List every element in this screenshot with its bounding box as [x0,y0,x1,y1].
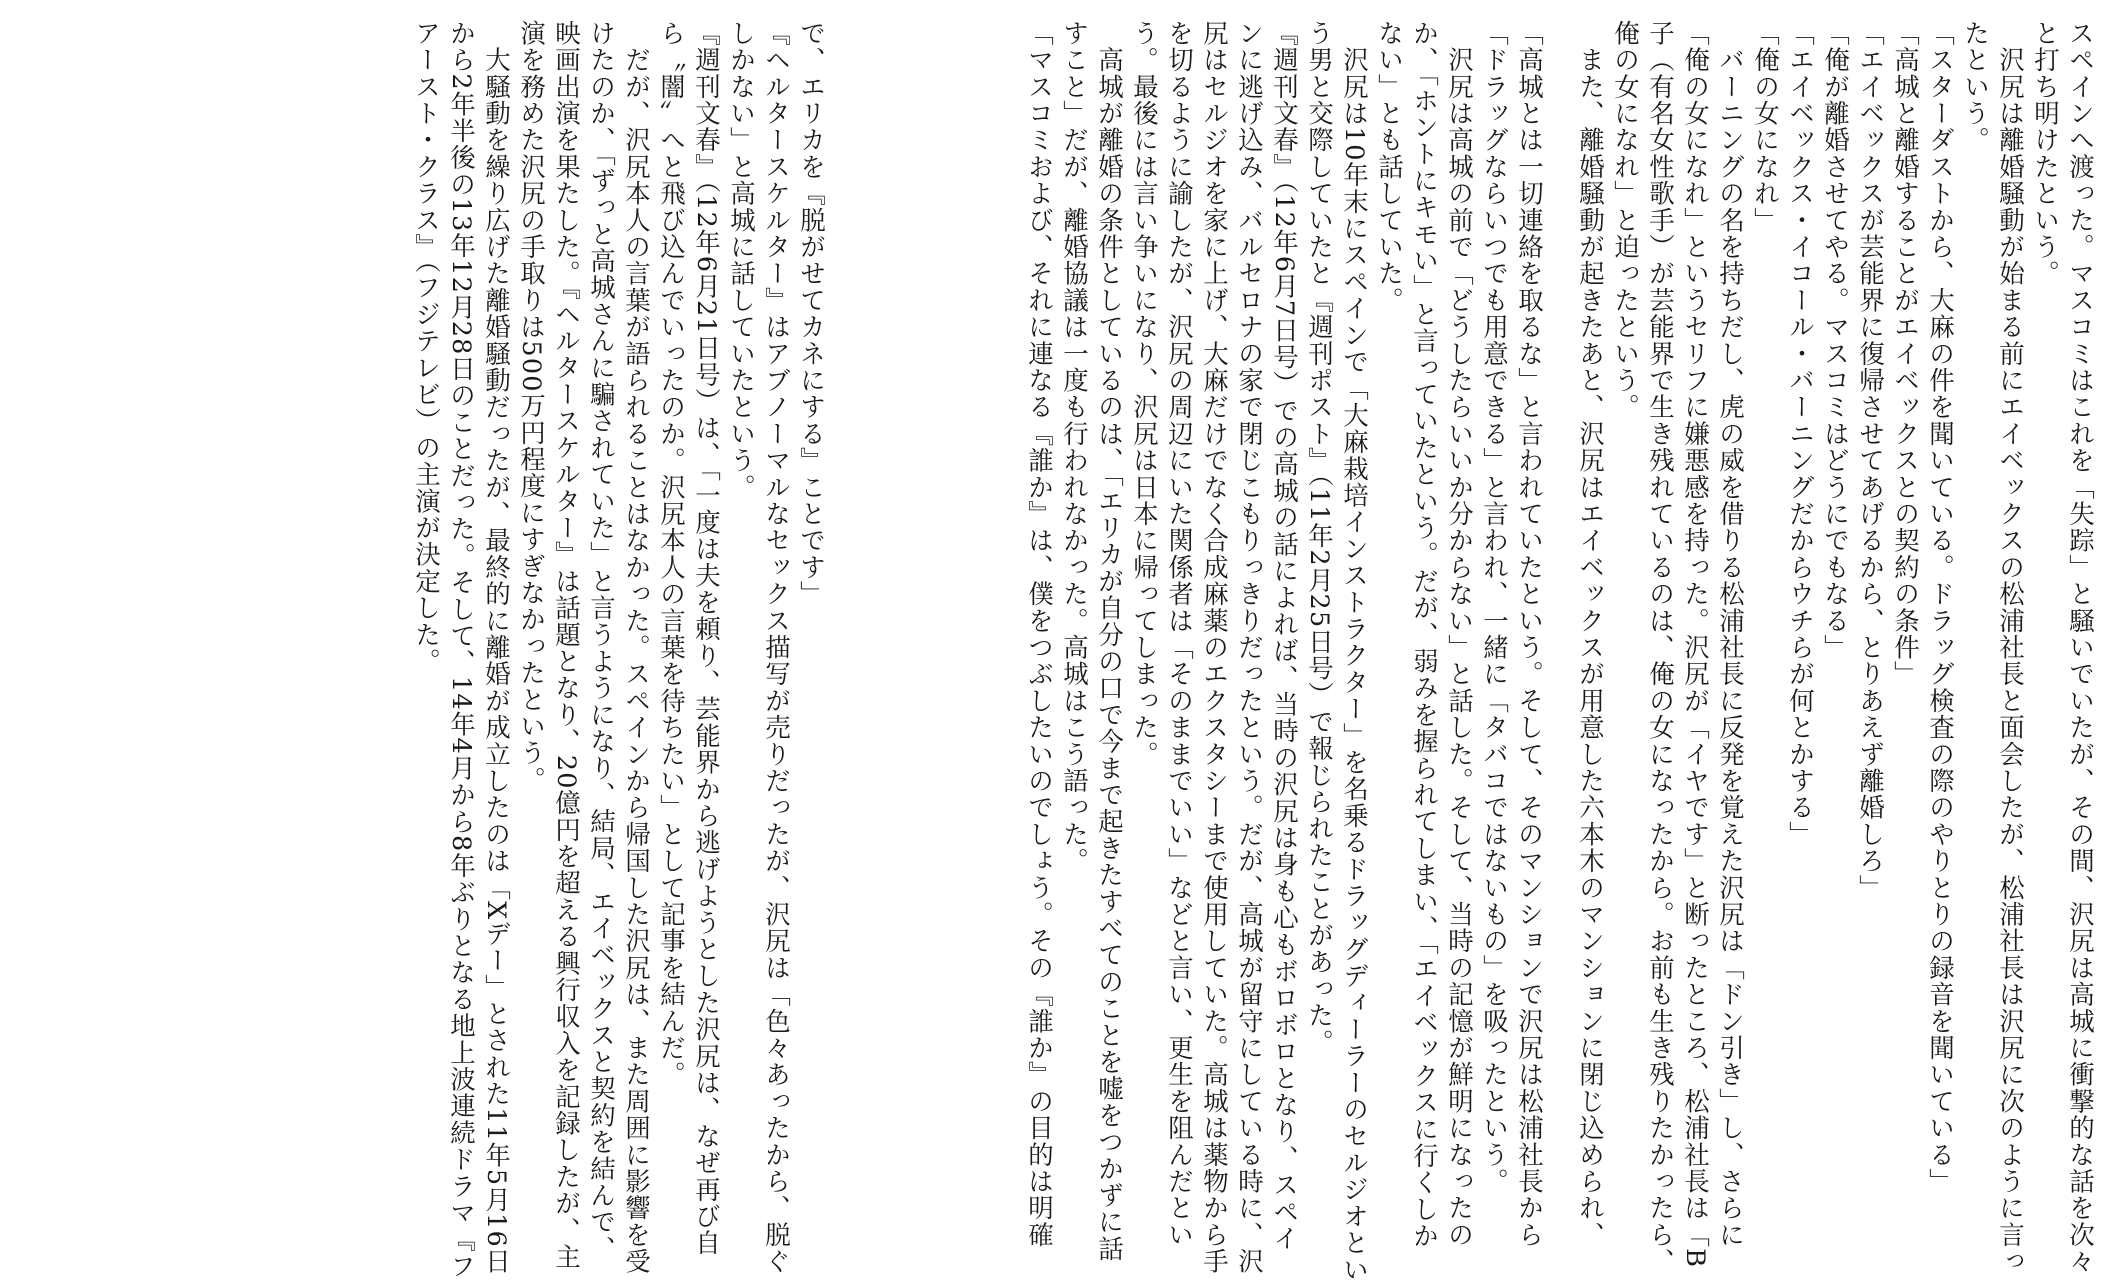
text-line: 「ドラッグならいつでも用意できる」と言われ、一緒に「タバコではないもの」を吸ったという。 [1479,20,1509,1195]
text-line: 「俺の女になれ」 [1750,20,1780,234]
text-line: だが、沢尻本人の言葉が語られることはなかった。スペインから帰国した沢尻は、また周囲に影響を受 [621,20,651,1275]
text-line: 高城が離婚の条件としているのは、「エリカが自分の口で今まで起きたすべてのことを嘘をつかずに話 [1094,20,1124,1263]
text-line: 尻はセルジオを家に上げ、大麻だけでなく合成麻薬のエクスタシーまで使用していた。高城は薬物から手 [1199,20,1229,1275]
text-line: しかない」と高城に話していたという。 [726,20,756,501]
text-line: ない」とも話していた。 [1374,20,1404,314]
text-line: 沢尻は高城の前で「どうしたらいいか分からない」と話した。そして、当時の記憶が鮮明になったの [1444,20,1474,1249]
text-line: 「スターダストから、大麻の件を聞いている。ドラッグ検査の際のやりとりの録音を聞いている」 [1925,20,1955,1195]
text-line: けたのか、「ずっと高城さんに騙されていた」と言うようになり、結局、エイベックスと契約を結んで、 [586,20,616,1263]
text-line: 「エイベックス・イコール・バーニングだからウチらが何とかする」 [1785,20,1815,848]
text-line: う。最後には言い争いになり、沢尻は日本に帰ってしまった。 [1129,20,1159,768]
text-line: また、離婚騒動が起きたあと、沢尻はエイベックスが用意した六本木のマンションに閉じ込められ、 [1575,20,1605,1249]
text-line: 『ヘルタースケルター』はアブノーマルなセックス描写が売りだったが、沢尻は「色々あったから、脱ぐ [761,20,791,1275]
text-line: と打ち明けたという。 [2030,20,2060,287]
text-line: から2年半後の13年12月28日のことだった。そして、14年4月から8年ぶりとなる地上波連続ドラマ『フ [446,20,476,1280]
text-line: 演を務めた沢尻の手取りは500万円程度にすぎなかったという。 [516,20,546,794]
text-line: 「エイベックスが芸能界に復帰させてあげるから、とりあえず離婚しろ」 [1855,20,1885,902]
text-line: 『週刊文春』（12年6月21日号）は、「一度は夫を頼り、芸能界から逃げようとした沢尻は、なぜ再び自 [691,20,721,1257]
text-line: ンに逃げ込み、バルセロナの家で閉じこもりっきりだったという。だが、高城が留守にしている時に、沢 [1234,20,1264,1275]
text-line: ら〝闇〟へと飛び込んでいったのか。沢尻本人の言葉を待ちたい」として記事を結んだ。 [656,20,686,1088]
text-line: 「高城と離婚することがエイベックスとの契約の条件」 [1890,20,1920,688]
text-line: か、「ホントにキモい」と言っていたという。だが、弱みを握られてしまい、「エイベックスに行くしか [1409,20,1439,1250]
text-line: 「俺が離婚させてやる。マスコミはどうにでもなる」 [1820,20,1850,661]
article-upper-column-block [717,20,2097,1284]
text-line: 子（有名女性歌手）が芸能界で生き残れているのは、俺の女になったから。お前も生き残りたかったら、 [1645,20,1675,1275]
text-line: 大騒動を繰り広げた離婚騒動だったが、最終的に離婚が成立したのは「Xデー」とされた11年5月16日 [481,20,511,1275]
text-line: 映画出演を果たした。『ヘルタースケルター』は話題となり、20億円を超える興行収入を記録したが、主 [551,20,581,1271]
text-line: 沢尻は10年末にスペインで「大麻栽培インストラクター」を名乗るドラッグディーラーのセルジオとい [1339,20,1369,1284]
text-line: う男と交際していたと『週刊ポスト』（11年2月25日号）で報じられたことがあった。 [1304,20,1334,1056]
text-line: スペインへ渡った。マスコミはこれを「失踪」と騒いでいたが、その間、沢尻は高城に衝撃的な話を次々 [2065,20,2095,1275]
text-line: 『週刊文春』（12年6月7日号）での高城の話によれば、当時の沢尻は身も心もボロボロとなり、スペイ [1269,20,1299,1252]
text-line: アースト・クラス』（フジテレビ）の主演が決定した。 [411,20,441,675]
text-line: 俺の女になれ」と迫ったという。 [1610,20,1640,421]
text-line: 「高城とは一切連絡を取るな」と言われていたという。そして、そのマンションで沢尻は松浦社長から [1514,20,1544,1249]
text-line: 「マスコミおよび、それに連なる『誰か』は、僕をつぶしたいのでしょう。その『誰か』の目的は明確 [1024,20,1054,1249]
article-lower-column-block [48,20,828,1284]
text-line: バーニングの名を持ちだし、虎の威を借りる松浦社長に反発を覚えた沢尻は「ドン引き」し、さらに [1715,20,1745,1249]
text-line: 沢尻は離婚騒動が始まる前にエイベックスの松浦社長と面会したが、松浦社長は沢尻に次のように言っ [1995,20,2025,1275]
text-line: を切るように諭したが、沢尻の周辺にいた関係者は「そのままでいい」などと言い、更生を阻んだとい [1164,20,1194,1249]
text-line: で、エリカを『脱がせてカネにする』ことです」 [796,20,826,608]
text-line: たという。 [1960,20,1990,154]
text-line: すこと」だが、離婚協議は一度も行われなかった。高城はこう語った。 [1059,20,1089,875]
text-line: 「俺の女になれ」というセリフに嫌悪感を持った。沢尻が「イヤです」と断ったところ、松浦社長は「B [1680,20,1710,1269]
